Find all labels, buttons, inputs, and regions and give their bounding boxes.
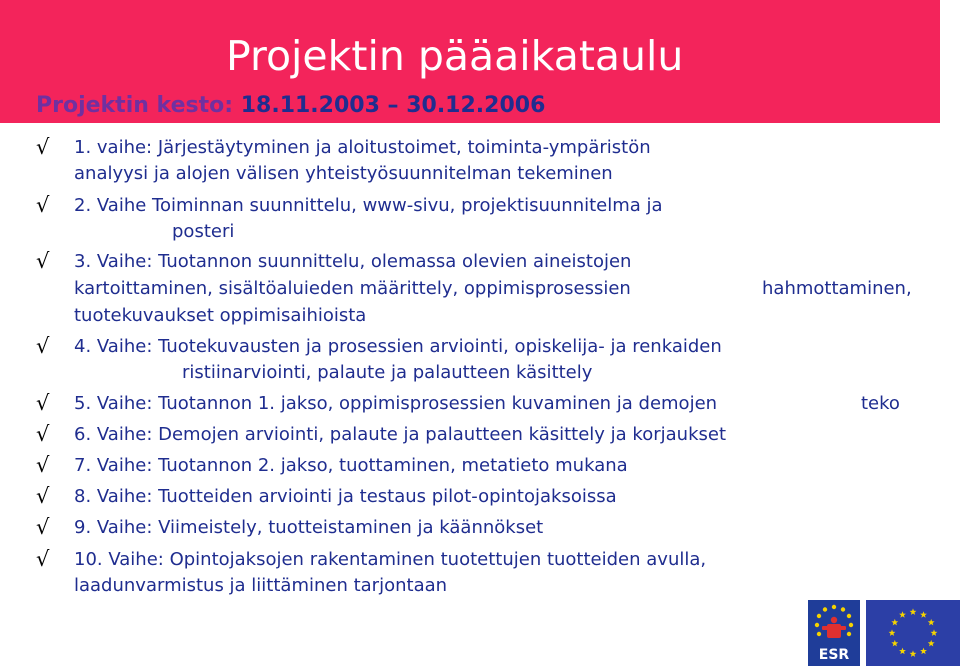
check-mark-icon: √ xyxy=(36,334,50,358)
phase-3-line-2b: hahmottaminen, xyxy=(762,278,912,299)
phase-10-line-1: 10. Vaihe: Opintojaksojen rakentaminen tuotettujen tuotteiden avulla, xyxy=(74,549,707,570)
eu-star-icon xyxy=(899,648,906,655)
eu-star-icon xyxy=(910,608,917,615)
eu-star-icon xyxy=(931,629,938,636)
phase-1-line-2: analyysi ja alojen välisen yhteistyösuunnitelman tekeminen xyxy=(74,163,613,184)
esr-logo xyxy=(808,600,860,666)
check-mark-icon: √ xyxy=(36,515,50,539)
check-mark-icon: √ xyxy=(36,484,50,508)
eu-star-icon xyxy=(928,640,935,647)
eu-star-icon xyxy=(899,611,906,618)
duration-label: Projektin kesto: xyxy=(36,93,234,118)
phase-1-line-1: 1. vaihe: Järjestäytyminen ja aloitustoimet, toiminta-ympäristön xyxy=(74,137,651,158)
esr-emblem-icon xyxy=(808,600,860,648)
eu-star-icon xyxy=(928,619,935,626)
project-duration xyxy=(36,95,545,117)
phase-5-line-1: 5. Vaihe: Tuotannon 1. jakso, oppimisprosessien kuvaminen ja demojen xyxy=(74,393,718,414)
check-mark-icon: √ xyxy=(36,135,50,159)
check-mark-icon: √ xyxy=(36,453,50,477)
phase-3-line-1: 3. Vaihe: Tuotannon suunnittelu, olemassa olevien aineistojen xyxy=(74,251,632,272)
phase-3-line-2: kartoittaminen, sisältöaluieden määrittely, oppimisprosessien xyxy=(74,278,631,299)
phase-9-line-1: 9. Vaihe: Viimeistely, tuotteistaminen ja käännökset xyxy=(74,517,544,538)
eu-star-icon xyxy=(891,619,898,626)
check-mark-icon: √ xyxy=(36,422,50,446)
eu-star-icon xyxy=(910,650,917,657)
phase-8-line-1: 8. Vaihe: Tuotteiden arviointi ja testaus pilot-opintojaksoissa xyxy=(74,486,617,507)
eu-star-icon xyxy=(920,648,927,655)
eu-stars-icon xyxy=(866,600,960,666)
phase-7-line-1: 7. Vaihe: Tuotannon 2. jakso, tuottaminen, metatieto mukana xyxy=(74,455,628,476)
phase-4-line-2: ristiinarviointi, palaute ja palautteen käsittely xyxy=(182,362,593,383)
check-mark-icon: √ xyxy=(36,249,50,273)
phase-2-line-1: 2. Vaihe Toiminnan suunnittelu, www-sivu, projektisuunnitelma ja xyxy=(74,195,663,216)
phase-4-line-1: 4. Vaihe: Tuotekuvausten ja prosessien arviointi, opiskelija- ja renkaiden xyxy=(74,336,722,357)
duration-value: 18.11.2003 – 30.12.2006 xyxy=(240,93,546,118)
page-title: Projektin pääaikataulu xyxy=(226,32,684,80)
phase-10-line-2: laadunvarmistus ja liittäminen tarjontaan xyxy=(74,575,448,596)
esr-logo-text: ESR xyxy=(818,647,850,663)
eu-flag-logo xyxy=(866,600,960,666)
eu-star-icon xyxy=(920,611,927,618)
check-mark-icon: √ xyxy=(36,547,50,571)
phase-5-line-1b: teko xyxy=(861,393,900,414)
phase-3-line-3: tuotekuvaukset oppimisaihioista xyxy=(74,305,367,326)
check-mark-icon: √ xyxy=(36,391,50,415)
phase-6-line-1: 6. Vaihe: Demojen arviointi, palaute ja palautteen käsittely ja korjaukset xyxy=(74,424,726,445)
phase-2-line-2: posteri xyxy=(172,221,235,242)
eu-star-icon xyxy=(889,629,896,636)
check-mark-icon: √ xyxy=(36,193,50,217)
eu-star-icon xyxy=(891,640,898,647)
